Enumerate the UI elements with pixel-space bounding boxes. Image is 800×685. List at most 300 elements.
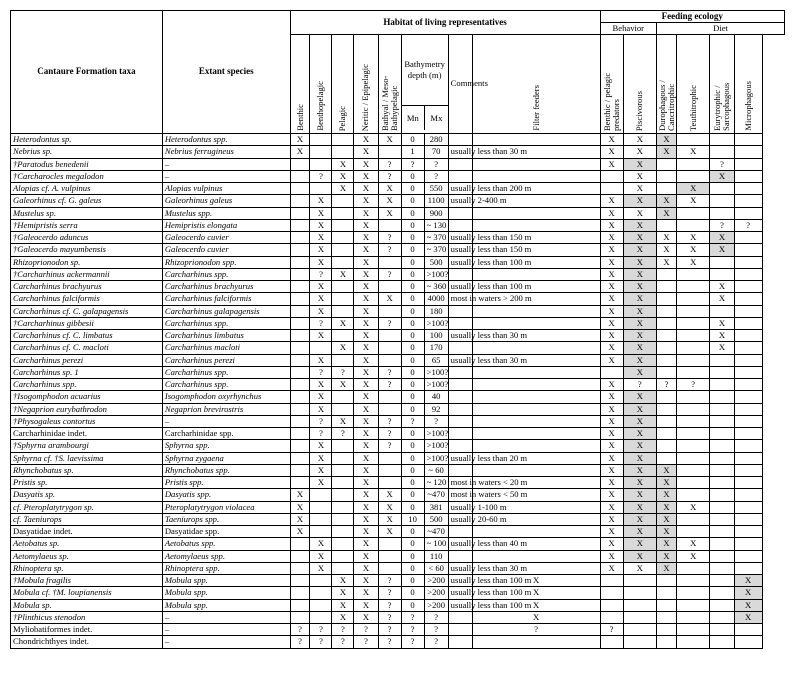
header-benthopelagic: Benthopelagic xyxy=(310,35,332,134)
habitat-cell: X xyxy=(354,293,378,305)
habitat-cell: X xyxy=(290,134,310,146)
habitat-cell: X xyxy=(310,440,332,452)
diet-cell: X xyxy=(676,146,710,158)
diet-cell: X xyxy=(623,366,657,378)
diet-cell xyxy=(734,526,762,538)
habitat-cell: X xyxy=(310,305,332,317)
comment-cell: usually less than 30 m xyxy=(448,354,472,366)
diet-cell: X xyxy=(657,134,677,146)
habitat-cell xyxy=(290,366,310,378)
habitat-cell: ? xyxy=(378,170,401,182)
bathymetry-max-cell: 550 xyxy=(424,183,448,195)
habitat-cell: X xyxy=(332,611,354,623)
extant-cell: Mobula spp. xyxy=(162,599,290,611)
comment-cell: usually less than 40 m xyxy=(448,538,472,550)
diet-cell xyxy=(657,183,677,195)
table-row xyxy=(11,464,785,476)
comment-cell: usually less than 150 m xyxy=(448,244,472,256)
comment-cell xyxy=(448,158,472,170)
bathymetry-max-cell: ~470 xyxy=(424,489,448,501)
taxon-cell: †Galeocerdo aduncus xyxy=(11,232,163,244)
bathymetry-max-cell: < 60 xyxy=(424,562,448,574)
bathymetry-min-cell: 0 xyxy=(401,403,424,415)
taxon-cell: Dasyatidae indet. xyxy=(11,526,163,538)
diet-cell xyxy=(710,366,734,378)
behavior-cell: X xyxy=(600,477,623,489)
bathymetry-min-cell: 10 xyxy=(401,513,424,525)
habitat-cell xyxy=(378,452,401,464)
comment-cell: usually less than 30 m xyxy=(448,146,472,158)
habitat-cell xyxy=(378,330,401,342)
habitat-cell: X xyxy=(354,207,378,219)
habitat-cell: X xyxy=(354,342,378,354)
habitat-cell: X xyxy=(310,403,332,415)
diet-cell: ? xyxy=(710,158,734,170)
diet-cell: X xyxy=(734,599,762,611)
behavior-cell: X xyxy=(600,281,623,293)
habitat-cell: X xyxy=(354,562,378,574)
habitat-cell: X xyxy=(332,268,354,280)
habitat-cell: X xyxy=(354,611,378,623)
habitat-cell xyxy=(290,195,310,207)
diet-cell: X xyxy=(657,207,677,219)
extant-cell: Pteroplatytrygon violacea xyxy=(162,501,290,513)
bathymetry-min-cell: 0 xyxy=(401,575,424,587)
taxon-cell: Carcharhinus cf. C. limbatus xyxy=(11,330,163,342)
header-mn: Mn xyxy=(402,106,426,130)
habitat-cell xyxy=(310,158,332,170)
diet-cell xyxy=(734,342,762,354)
diet-cell: X xyxy=(623,501,657,513)
habitat-cell xyxy=(332,526,354,538)
habitat-cell: X xyxy=(290,501,310,513)
habitat-cell xyxy=(332,232,354,244)
habitat-cell xyxy=(290,219,310,231)
behavior-cell: X xyxy=(600,526,623,538)
habitat-cell xyxy=(332,452,354,464)
habitat-cell xyxy=(290,342,310,354)
diet-cell xyxy=(657,428,677,440)
taxon-cell: Mobula cf. †M. loupianensis xyxy=(11,587,163,599)
comment-cell: most in waters > 200 m xyxy=(448,293,472,305)
habitat-cell: X xyxy=(354,428,378,440)
diet-cell xyxy=(657,305,677,317)
habitat-cell: X xyxy=(332,170,354,182)
diet-cell xyxy=(676,293,710,305)
diet-cell xyxy=(676,489,710,501)
diet-cell xyxy=(676,452,710,464)
habitat-cell xyxy=(290,428,310,440)
bathymetry-min-cell: 0 xyxy=(401,195,424,207)
diet-cell xyxy=(734,624,762,636)
behavior-cell xyxy=(600,170,623,182)
habitat-cell: ? xyxy=(378,415,401,427)
diet-cell: X xyxy=(623,244,657,256)
header-mx: Mx xyxy=(430,113,443,123)
diet-cell xyxy=(657,403,677,415)
habitat-cell: X xyxy=(310,330,332,342)
habitat-cell: ? xyxy=(310,624,332,636)
habitat-cell xyxy=(332,293,354,305)
habitat-cell: X xyxy=(354,464,378,476)
bathymetry-min-cell: 0 xyxy=(401,501,424,513)
behavior-cell: ? xyxy=(600,624,623,636)
diet-cell xyxy=(676,477,710,489)
extant-cell: Galeocerdo cuvier xyxy=(162,244,290,256)
habitat-cell: X xyxy=(354,477,378,489)
header-behavior: Behavior xyxy=(600,23,657,35)
habitat-cell: ? xyxy=(378,268,401,280)
bathymetry-max-cell: 500 xyxy=(424,256,448,268)
comment-cell xyxy=(448,464,472,476)
extant-cell: Carcharhinus perezi xyxy=(162,354,290,366)
diet-cell: X xyxy=(657,550,677,562)
diet-cell xyxy=(676,599,710,611)
diet-cell: X xyxy=(676,232,710,244)
table-row xyxy=(11,526,785,538)
habitat-cell: X xyxy=(310,550,332,562)
diet-cell: X xyxy=(623,391,657,403)
extant-cell: Sphyrna spp. xyxy=(162,440,290,452)
diet-cell: X xyxy=(676,550,710,562)
diet-cell xyxy=(734,477,762,489)
table-row xyxy=(11,281,785,293)
bathymetry-min-cell: 0 xyxy=(401,550,424,562)
behavior-cell xyxy=(472,268,600,280)
habitat-cell xyxy=(332,550,354,562)
extant-cell: Sphyrna zygaena xyxy=(162,452,290,464)
diet-cell: X xyxy=(623,562,657,574)
diet-cell xyxy=(710,477,734,489)
habitat-cell: ? xyxy=(290,636,310,648)
extant-cell: Carcharhinus falciformis xyxy=(162,293,290,305)
behavior-cell xyxy=(600,183,623,195)
habitat-cell xyxy=(290,207,310,219)
diet-cell: X xyxy=(623,550,657,562)
taxon-cell: Chondrichthyes indet. xyxy=(11,636,163,648)
habitat-cell xyxy=(290,575,310,587)
habitat-cell xyxy=(332,501,354,513)
bathymetry-min-cell: 0 xyxy=(401,562,424,574)
comment-cell xyxy=(448,342,472,354)
taxon-cell: Myliobatiformes indet. xyxy=(11,624,163,636)
habitat-cell xyxy=(290,379,310,391)
bathymetry-min-cell: 0 xyxy=(401,305,424,317)
habitat-cell xyxy=(310,513,332,525)
bathymetry-min-cell: 0 xyxy=(401,281,424,293)
comment-cell: usually less than 100 m xyxy=(448,587,472,599)
bathymetry-max-cell: 65 xyxy=(424,354,448,366)
diet-cell: ? xyxy=(734,219,762,231)
taxon-cell: Aetobatus sp. xyxy=(11,538,163,550)
habitat-cell: X xyxy=(332,575,354,587)
comment-cell xyxy=(448,624,472,636)
behavior-cell: X xyxy=(600,513,623,525)
habitat-cell: X xyxy=(310,244,332,256)
habitat-cell: ? xyxy=(378,575,401,587)
taxon-cell: Rhizoprionodon sp. xyxy=(11,256,163,268)
diet-cell xyxy=(710,183,734,195)
habitat-cell xyxy=(332,562,354,574)
habitat-cell: ? xyxy=(378,366,401,378)
table-row xyxy=(11,183,785,195)
table-row xyxy=(11,330,785,342)
habitat-cell: ? xyxy=(290,624,310,636)
habitat-cell: X xyxy=(354,526,378,538)
extant-cell: Nebrius ferrugineus xyxy=(162,146,290,158)
diet-cell: X xyxy=(657,232,677,244)
habitat-cell: X xyxy=(354,403,378,415)
behavior-cell xyxy=(600,575,623,587)
diet-cell: X xyxy=(623,146,657,158)
habitat-cell: X xyxy=(378,134,401,146)
table-row xyxy=(11,305,785,317)
diet-cell: ? xyxy=(657,379,677,391)
behavior-cell xyxy=(472,526,600,538)
behavior-cell xyxy=(472,415,600,427)
diet-cell: X xyxy=(657,501,677,513)
habitat-cell xyxy=(378,550,401,562)
bathymetry-min-cell: ? xyxy=(401,415,424,427)
bathymetry-max-cell: ~ 60 xyxy=(424,464,448,476)
habitat-cell xyxy=(290,440,310,452)
diet-cell: X xyxy=(623,158,657,170)
diet-cell: X xyxy=(734,587,762,599)
table-row xyxy=(11,232,785,244)
habitat-cell xyxy=(332,219,354,231)
diet-cell xyxy=(657,587,677,599)
habitat-cell xyxy=(310,183,332,195)
table-row xyxy=(11,379,785,391)
diet-cell xyxy=(657,293,677,305)
taxon-cell: †Carcharhinus ackermannii xyxy=(11,268,163,280)
taxon-cell: Sphyrna cf. †S. laevissima xyxy=(11,452,163,464)
habitat-cell xyxy=(310,526,332,538)
diet-cell xyxy=(676,330,710,342)
bathymetry-min-cell: 0 xyxy=(401,170,424,182)
diet-cell: X xyxy=(657,464,677,476)
taxon-cell: †Isogomphodon acuarius xyxy=(11,391,163,403)
behavior-cell xyxy=(472,219,600,231)
diet-cell xyxy=(710,379,734,391)
habitat-cell xyxy=(290,317,310,329)
diet-cell xyxy=(657,611,677,623)
table-row xyxy=(11,256,785,268)
habitat-cell xyxy=(290,562,310,574)
habitat-cell: ? xyxy=(378,624,401,636)
bathymetry-max-cell: ? xyxy=(424,636,448,648)
diet-cell: X xyxy=(657,195,677,207)
table-row xyxy=(11,428,785,440)
diet-cell xyxy=(710,501,734,513)
habitat-cell: X xyxy=(354,232,378,244)
bathymetry-min-cell: 0 xyxy=(401,464,424,476)
habitat-cell: ? xyxy=(332,636,354,648)
bathymetry-max-cell: 500 xyxy=(424,513,448,525)
habitat-cell xyxy=(332,256,354,268)
diet-cell xyxy=(734,366,762,378)
behavior-cell: X xyxy=(472,599,600,611)
habitat-cell xyxy=(310,134,332,146)
taxon-cell: †Mobula fragilis xyxy=(11,575,163,587)
diet-cell xyxy=(710,526,734,538)
behavior-cell xyxy=(472,317,600,329)
feeding-ecology-table xyxy=(10,10,785,649)
table-row xyxy=(11,440,785,452)
diet-cell xyxy=(657,599,677,611)
habitat-cell: X xyxy=(354,244,378,256)
diet-cell xyxy=(657,636,677,648)
behavior-cell xyxy=(600,599,623,611)
extant-cell: Pristis spp. xyxy=(162,477,290,489)
behavior-cell: X xyxy=(600,305,623,317)
table-row xyxy=(11,158,785,170)
behavior-cell xyxy=(472,440,600,452)
habitat-cell xyxy=(332,538,354,550)
diet-cell xyxy=(676,268,710,280)
diet-cell xyxy=(734,550,762,562)
habitat-cell: ? xyxy=(378,611,401,623)
diet-cell xyxy=(734,268,762,280)
diet-cell xyxy=(657,575,677,587)
comment-cell xyxy=(448,317,472,329)
habitat-cell: X xyxy=(290,526,310,538)
habitat-cell: X xyxy=(310,207,332,219)
header-bathymetry-group xyxy=(401,35,448,134)
habitat-cell: X xyxy=(310,281,332,293)
comment-cell: usually less than 20 m xyxy=(448,452,472,464)
diet-cell: X xyxy=(657,256,677,268)
bathymetry-min-cell: 0 xyxy=(401,256,424,268)
diet-cell xyxy=(734,391,762,403)
taxon-cell: Carcharhinus cf. C. galapagensis xyxy=(11,305,163,317)
habitat-cell: X xyxy=(354,366,378,378)
diet-cell xyxy=(657,170,677,182)
bathymetry-min-cell: 0 xyxy=(401,183,424,195)
extant-cell: Rhinoptera spp. xyxy=(162,562,290,574)
habitat-cell: ? xyxy=(378,317,401,329)
diet-cell: X xyxy=(657,562,677,574)
habitat-cell: ? xyxy=(310,317,332,329)
taxon-cell: Rhynchobatus sp. xyxy=(11,464,163,476)
habitat-cell: X xyxy=(354,195,378,207)
bathymetry-min-cell: 0 xyxy=(401,354,424,366)
habitat-cell: X xyxy=(354,134,378,146)
comment-cell xyxy=(448,403,472,415)
table-row xyxy=(11,636,785,648)
behavior-cell: X xyxy=(600,428,623,440)
habitat-cell: X xyxy=(310,379,332,391)
diet-cell xyxy=(734,452,762,464)
habitat-cell: X xyxy=(354,170,378,182)
bathymetry-max-cell: >100? xyxy=(424,452,448,464)
diet-cell: X xyxy=(623,219,657,231)
habitat-cell: ? xyxy=(378,244,401,256)
habitat-cell xyxy=(290,587,310,599)
diet-cell: X xyxy=(623,464,657,476)
diet-cell xyxy=(676,428,710,440)
habitat-cell: X xyxy=(354,391,378,403)
bathymetry-max-cell: 70 xyxy=(424,146,448,158)
habitat-cell: X xyxy=(354,599,378,611)
habitat-cell xyxy=(332,354,354,366)
diet-cell xyxy=(676,158,710,170)
taxon-cell: Carcharhinus falciformis xyxy=(11,293,163,305)
diet-cell xyxy=(710,464,734,476)
bathymetry-min-cell: 0 xyxy=(401,538,424,550)
diet-cell xyxy=(710,268,734,280)
table-row xyxy=(11,611,785,623)
habitat-cell xyxy=(332,244,354,256)
diet-cell xyxy=(710,636,734,648)
habitat-cell: X xyxy=(290,146,310,158)
comment-cell xyxy=(448,611,472,623)
bathymetry-max-cell: 900 xyxy=(424,207,448,219)
bathymetry-max-cell: 4000 xyxy=(424,293,448,305)
habitat-cell xyxy=(332,207,354,219)
diet-cell xyxy=(734,330,762,342)
diet-cell: X xyxy=(676,244,710,256)
diet-cell xyxy=(734,317,762,329)
extant-cell: Heterodontus spp. xyxy=(162,134,290,146)
diet-cell xyxy=(676,219,710,231)
comment-cell xyxy=(448,305,472,317)
bathymetry-min-cell: 0 xyxy=(401,219,424,231)
header-pelagic: Pelagic xyxy=(332,35,354,134)
taxon-cell: Galeorhinus cf. G. galeus xyxy=(11,195,163,207)
diet-cell xyxy=(734,305,762,317)
header-piscivorous: Piscivorous xyxy=(623,35,657,134)
comment-cell: usually less than 30 m xyxy=(448,330,472,342)
diet-cell xyxy=(623,611,657,623)
bathymetry-max-cell: 1100 xyxy=(424,195,448,207)
table-row xyxy=(11,317,785,329)
diet-cell xyxy=(734,440,762,452)
extant-cell: – xyxy=(162,624,290,636)
habitat-cell xyxy=(290,464,310,476)
diet-cell: X xyxy=(623,293,657,305)
diet-cell xyxy=(734,464,762,476)
diet-cell: X xyxy=(676,501,710,513)
bathymetry-min-cell: 0 xyxy=(401,379,424,391)
habitat-cell xyxy=(378,354,401,366)
behavior-cell: X xyxy=(600,452,623,464)
taxon-cell: †Sphyrna arambourgi xyxy=(11,440,163,452)
bathymetry-min-cell: 0 xyxy=(401,489,424,501)
habitat-cell: X xyxy=(310,195,332,207)
behavior-cell: X xyxy=(600,207,623,219)
behavior-cell: X xyxy=(600,146,623,158)
diet-cell xyxy=(734,636,762,648)
diet-cell xyxy=(734,403,762,415)
diet-cell xyxy=(710,256,734,268)
taxon-cell: Alopias cf. A. vulpinus xyxy=(11,183,163,195)
taxon-cell: Mobula sp. xyxy=(11,599,163,611)
bathymetry-min-cell: 0 xyxy=(401,477,424,489)
diet-cell: X xyxy=(623,403,657,415)
habitat-cell xyxy=(378,403,401,415)
diet-cell xyxy=(734,501,762,513)
habitat-cell: ? xyxy=(378,158,401,170)
habitat-cell xyxy=(332,305,354,317)
habitat-cell xyxy=(310,489,332,501)
habitat-cell xyxy=(378,256,401,268)
diet-cell xyxy=(676,440,710,452)
comment-cell xyxy=(448,550,472,562)
extant-cell: Alopias vulpinus xyxy=(162,183,290,195)
diet-cell: ? xyxy=(676,379,710,391)
diet-cell xyxy=(710,428,734,440)
